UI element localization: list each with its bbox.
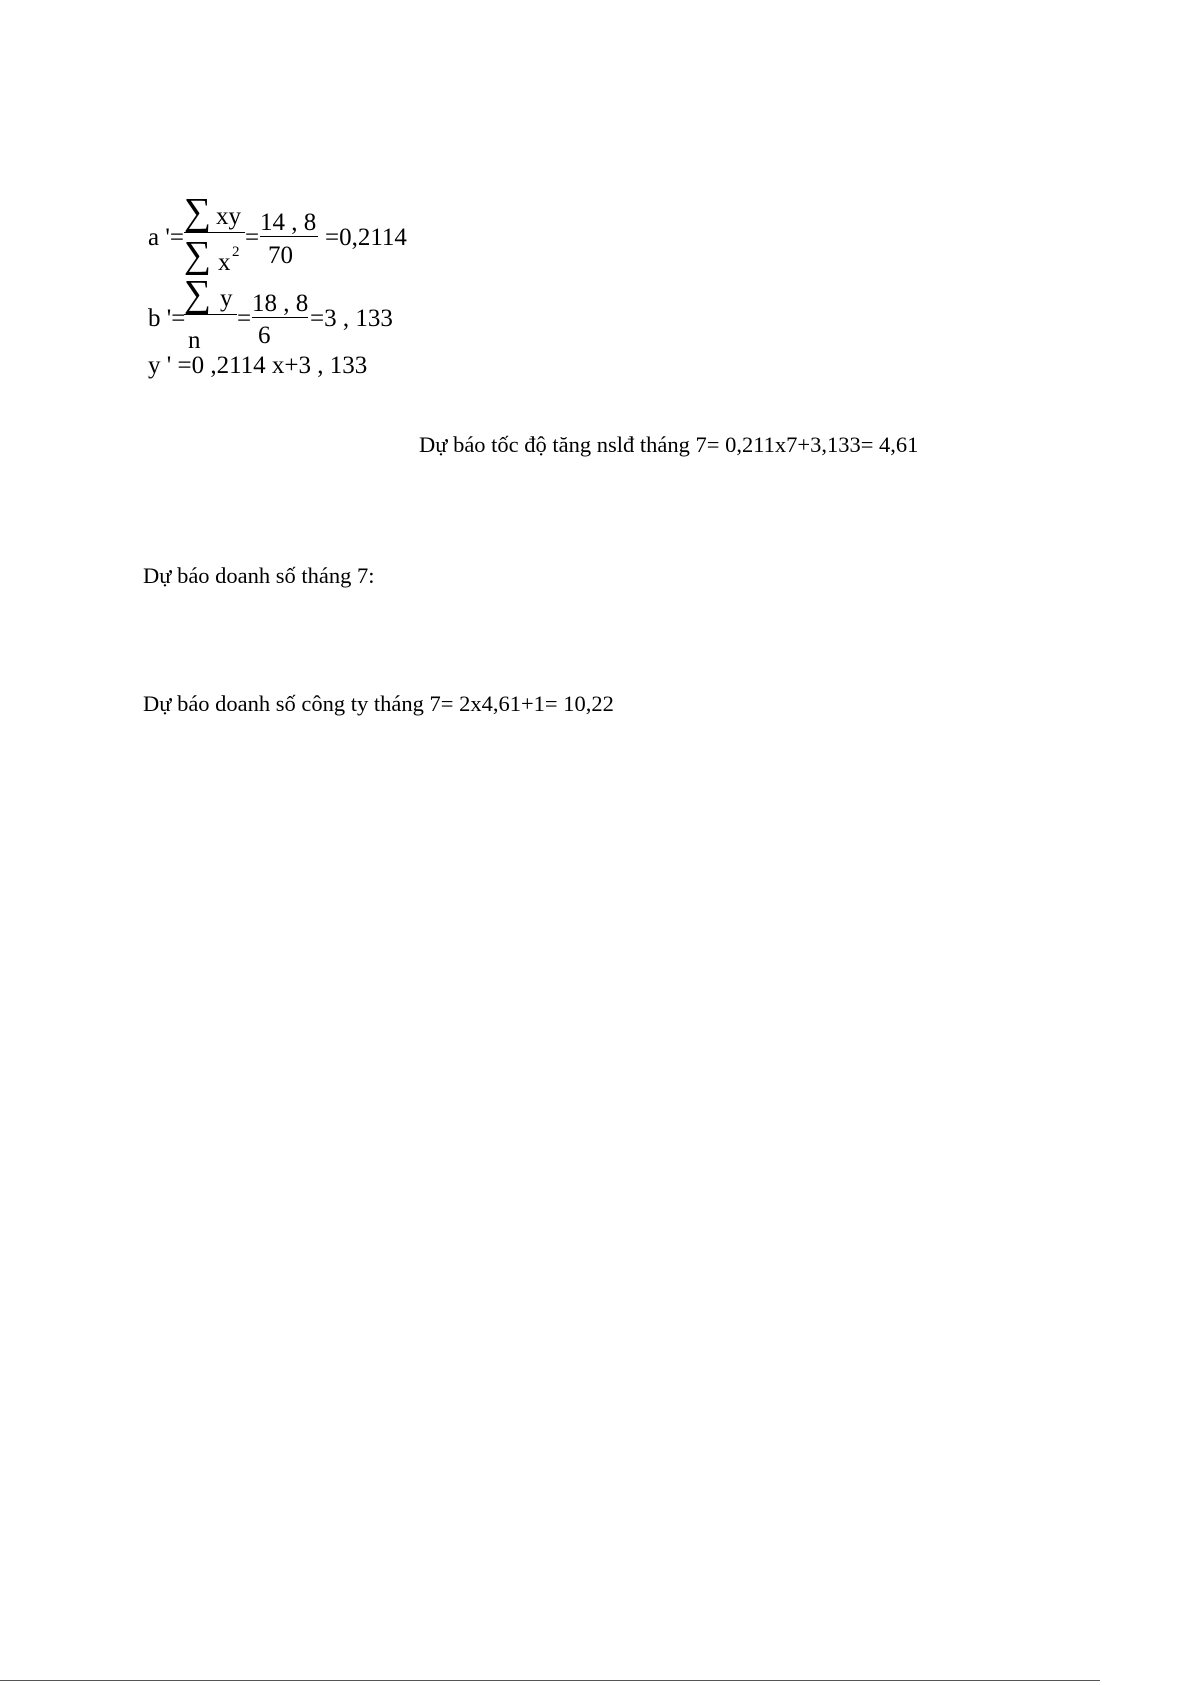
sum-symbol: ∑ <box>184 234 212 276</box>
formula-b-denominator-var: n <box>188 327 201 354</box>
fraction-line <box>252 317 308 318</box>
formula-a-lhs: a '= <box>148 224 184 251</box>
formula-b-numerator-var: y <box>220 285 233 312</box>
formula-b-value-numerator: 18 , 8 <box>252 290 309 317</box>
sum-symbol: ∑ <box>184 191 212 233</box>
fraction-line <box>184 314 237 315</box>
formula-a-equals: = <box>245 224 260 251</box>
formula-a-denominator-var: x <box>218 249 231 276</box>
formula-a-result: =0,2114 <box>325 224 407 251</box>
formula-b <box>0 0 1191 360</box>
formula-b-result: =3 , 133 <box>310 305 393 332</box>
forecast-rate-line: Dự báo tốc độ tăng nslđ tháng 7= 0,211x7+3,133= 4,61 <box>419 432 919 457</box>
formula-b-lhs: b '= <box>148 305 186 332</box>
formula-a-value-numerator: 14 , 8 <box>260 209 317 236</box>
formula-a-exponent: 2 <box>232 244 240 260</box>
formula-y: y ' =0 ,2114 x+3 , 133 <box>148 352 368 379</box>
page-bottom-edge <box>0 1680 1100 1681</box>
formula-a-value-denominator: 70 <box>268 242 293 269</box>
sum-symbol: ∑ <box>184 273 212 315</box>
formula-a-numerator-var: xy <box>216 203 241 230</box>
formula-b-equals: = <box>237 305 252 332</box>
forecast-sales-heading: Dự báo doanh số tháng 7: <box>143 563 375 588</box>
forecast-sales-result: Dự báo doanh số công ty tháng 7= 2x4,61+1= 10,22 <box>143 691 614 716</box>
formula-b-value-denominator: 6 <box>258 322 271 349</box>
